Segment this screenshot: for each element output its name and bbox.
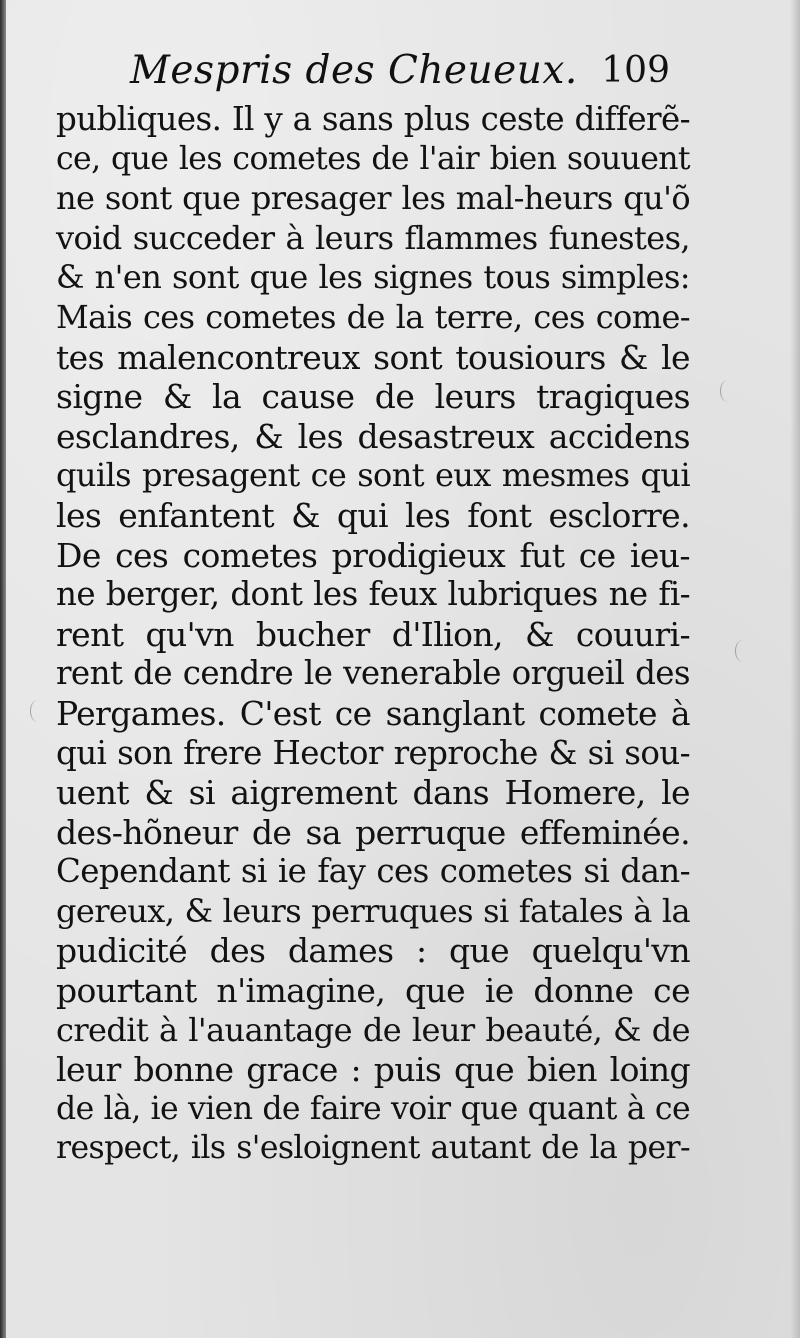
body-text <box>56 100 690 1169</box>
text-line: Mais ces cometes de la terre, ces come- <box>56 297 690 336</box>
margin-stain <box>735 640 750 662</box>
text-line: pourtant n'imagine, que ie donne ce <box>56 971 690 1011</box>
text-line: ce, que les cometes de l'air bien souuent <box>56 140 690 177</box>
page-right-edge <box>790 0 800 1338</box>
page-number: 109 <box>601 50 670 91</box>
page-left-shadow <box>0 0 6 1338</box>
text-line: void succeder à leurs flammes funestes, <box>56 218 690 257</box>
text-line: gereux, & leurs perruques si fatales à la <box>56 891 690 930</box>
margin-stain <box>30 700 45 722</box>
text-line: pudicité des dames : que quelqu'vn <box>56 931 690 971</box>
text-line: respect, ils s'esloignent autant de la per- <box>56 1130 690 1167</box>
page-header <box>130 48 670 104</box>
text-line: Cependant si ie fay ces cometes si dan- <box>56 852 690 891</box>
text-line: des-hõneur de sa perruque effeminée. <box>56 812 690 852</box>
text-line: qui son frere Hector reproche & si sou- <box>56 733 690 772</box>
text-line: ne sont que presager les mal-heurs qu'õ <box>56 179 690 218</box>
running-title: Mespris des Cheueux. <box>130 48 578 93</box>
text-line: ne berger, dont les feux lubriques ne fi- <box>56 575 690 614</box>
text-line: publiques. Il y a sans plus ceste differẽ- <box>56 100 690 138</box>
text-line: & n'en sont que les signes tous simples: <box>56 258 690 297</box>
text-line: de là, ie vien de faire voir que quant à ce <box>56 1090 690 1127</box>
text-line: tes malencontreux sont tousiours & le <box>56 337 690 377</box>
text-line: rent qu'vn bucher d'Ilion, & couuri- <box>56 614 690 654</box>
text-line: leur bonne grace : puis que bien loing <box>56 1050 690 1090</box>
text-line: uent & si aigrement dans Homere, le <box>56 773 690 813</box>
text-line: Pergames. C'est ce sanglant comete à <box>56 693 690 733</box>
text-line: les enfantent & qui les font esclorre. <box>56 495 690 535</box>
text-line: De ces cometes prodigieux fut ce ieu- <box>56 535 690 575</box>
text-line: signe & la cause de leurs tragiques <box>56 377 690 417</box>
margin-stain <box>720 380 735 402</box>
text-line: esclandres, & les desastreux accidens <box>56 416 690 456</box>
text-line: rent de cendre le venerable orgueil des <box>56 654 690 693</box>
text-line: credit à l'auantage de leur beauté, & de <box>56 1010 690 1049</box>
text-line: quils presagent ce sont eux mesmes qui <box>56 456 690 495</box>
